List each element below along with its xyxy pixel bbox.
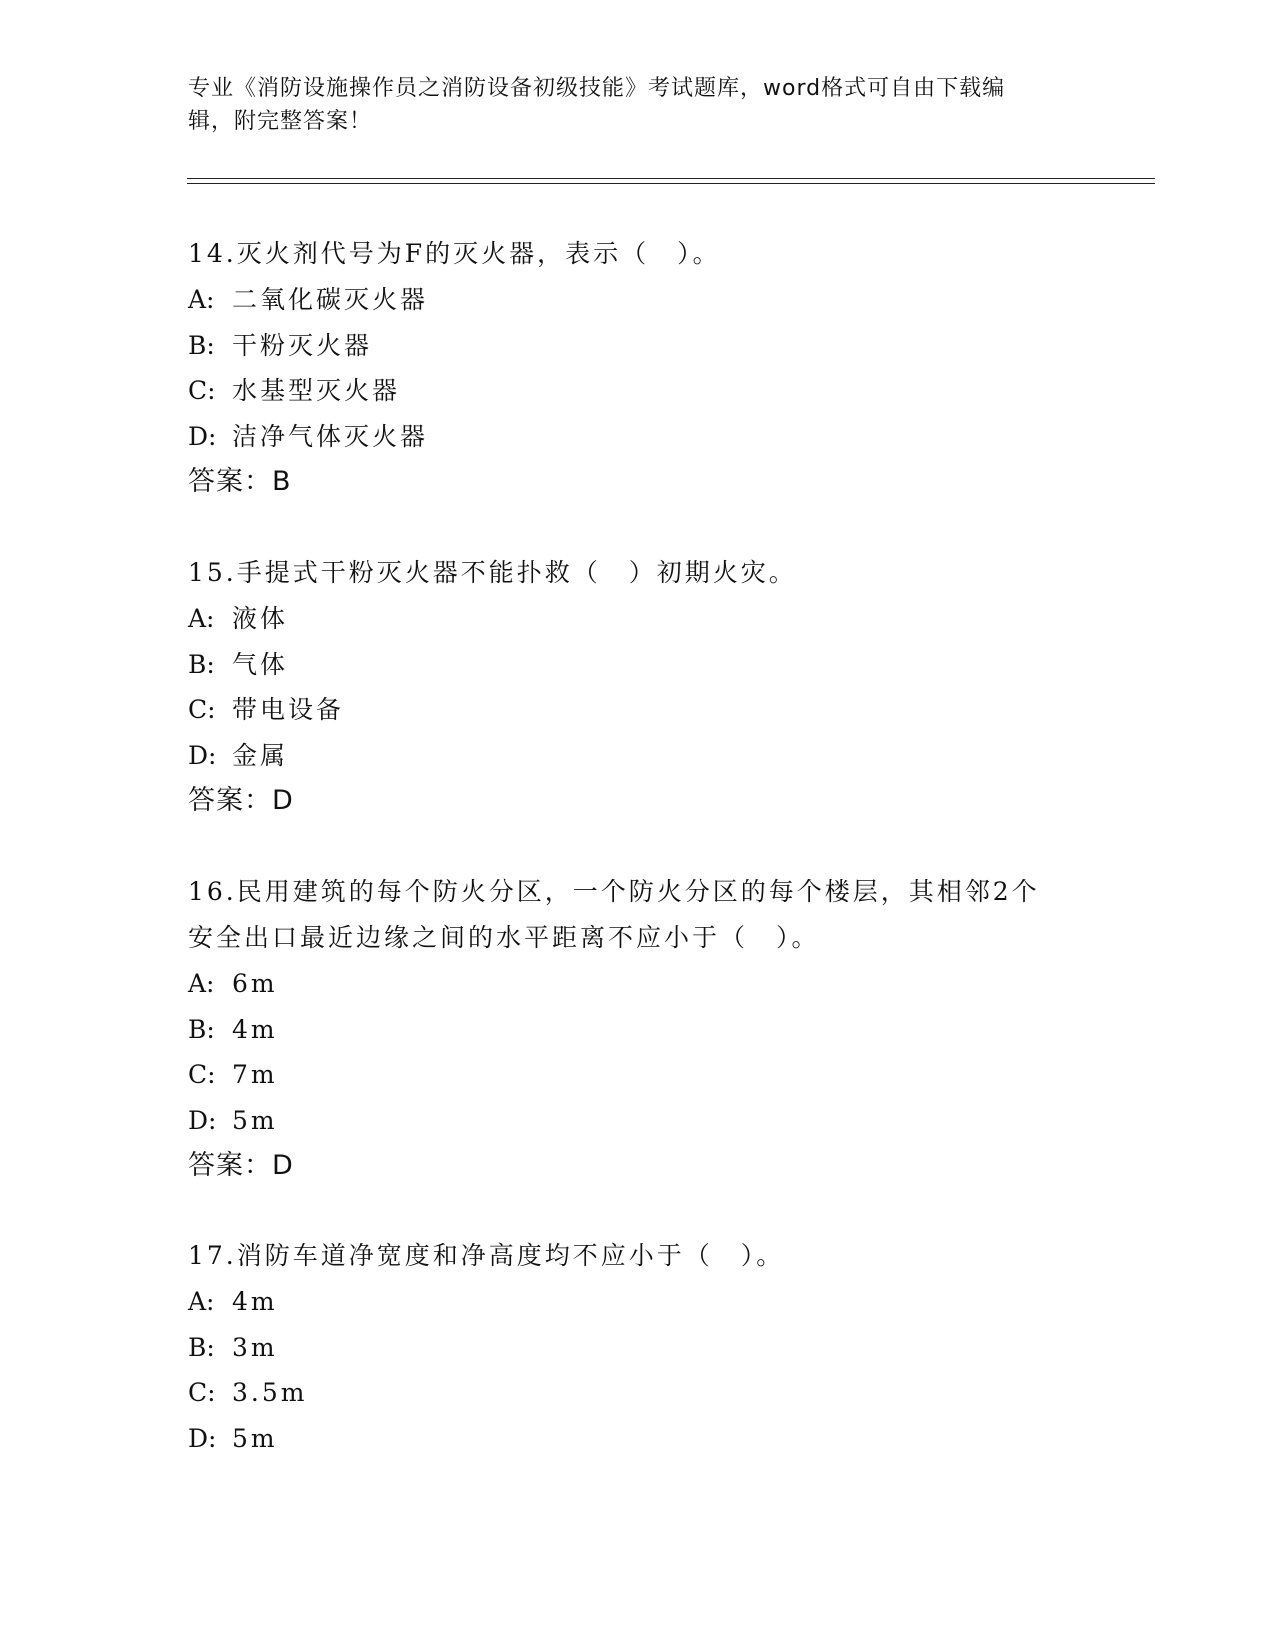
option-text: 金属 xyxy=(232,740,289,770)
option-a xyxy=(188,277,1088,323)
option-text: 气体 xyxy=(232,649,289,679)
header-line-1: 专业《消防设施操作员之消防设备初级技能》考试题库，word格式可自由下载编 xyxy=(188,76,1006,101)
answer: 答案：D xyxy=(188,785,294,816)
option-text: 洁净气体灭火器 xyxy=(232,421,429,451)
option-label: B: xyxy=(188,1332,215,1362)
option-label: A: xyxy=(188,285,215,314)
option-label: B: xyxy=(188,649,215,679)
option-b xyxy=(188,1007,1088,1053)
header-divider-top xyxy=(187,178,1155,179)
option-text: 液体 xyxy=(232,604,289,633)
option-text: 7m xyxy=(232,1060,278,1089)
question-15 xyxy=(188,550,1088,824)
question-17 xyxy=(188,1233,1088,1461)
option-label: C: xyxy=(188,695,216,724)
option-d xyxy=(188,1098,1088,1144)
question-stem: 15.手提式干粉灭火器不能扑救（ ）初期火灾。 xyxy=(188,558,797,587)
option-label: C: xyxy=(188,1060,216,1089)
header-line-2: 辑，附完整答案！ xyxy=(188,109,373,134)
question-stem-line-2: 安全出口最近边缘之间的水平距离不应小于（ ）。 xyxy=(188,923,820,952)
option-c xyxy=(188,687,1088,733)
question-14 xyxy=(188,231,1088,505)
option-c xyxy=(188,1370,1088,1416)
option-label: C: xyxy=(188,376,216,405)
option-text: 6m xyxy=(232,969,278,998)
option-a xyxy=(188,961,1088,1007)
option-label: D: xyxy=(188,1423,217,1453)
option-d xyxy=(188,1416,1088,1462)
option-label: C: xyxy=(188,1378,216,1407)
option-label: B: xyxy=(188,330,215,360)
option-label: B: xyxy=(188,1014,215,1044)
question-stem: 14.灭火剂代号为F的灭火器，表示（ ）。 xyxy=(188,239,721,268)
header-divider-bottom xyxy=(187,183,1155,184)
option-b xyxy=(188,642,1088,688)
option-c xyxy=(188,368,1088,414)
option-text: 3.5m xyxy=(232,1378,308,1407)
option-text: 4m xyxy=(232,1287,278,1316)
option-label: D: xyxy=(188,1105,217,1135)
option-b xyxy=(188,1325,1088,1371)
option-label: A: xyxy=(188,969,215,998)
option-label: A: xyxy=(188,1287,215,1316)
option-d xyxy=(188,414,1088,460)
option-text: 4m xyxy=(232,1014,278,1044)
answer: 答案：B xyxy=(188,466,292,497)
option-label: D: xyxy=(188,740,217,770)
option-b xyxy=(188,323,1088,369)
option-text: 二氧化碳灭火器 xyxy=(232,285,429,314)
option-c xyxy=(188,1052,1088,1098)
option-label: A: xyxy=(188,604,215,633)
option-d xyxy=(188,733,1088,779)
option-a xyxy=(188,596,1088,642)
option-a xyxy=(188,1279,1088,1325)
document-header xyxy=(188,72,1068,138)
question-stem: 17.消防车道净宽度和净高度均不应小于（ ）。 xyxy=(188,1241,785,1270)
option-text: 5m xyxy=(232,1105,278,1135)
option-text: 5m xyxy=(232,1423,278,1453)
answer: 答案：D xyxy=(188,1150,294,1181)
question-stem-line-1: 16.民用建筑的每个防火分区，一个防火分区的每个楼层，其相邻2个 xyxy=(188,877,1040,906)
option-text: 带电设备 xyxy=(232,695,345,724)
question-16 xyxy=(188,869,1088,1189)
option-text: 水基型灭火器 xyxy=(232,376,401,405)
option-label: D: xyxy=(188,421,217,451)
option-text: 3m xyxy=(232,1332,278,1362)
option-text: 干粉灭火器 xyxy=(232,330,373,360)
